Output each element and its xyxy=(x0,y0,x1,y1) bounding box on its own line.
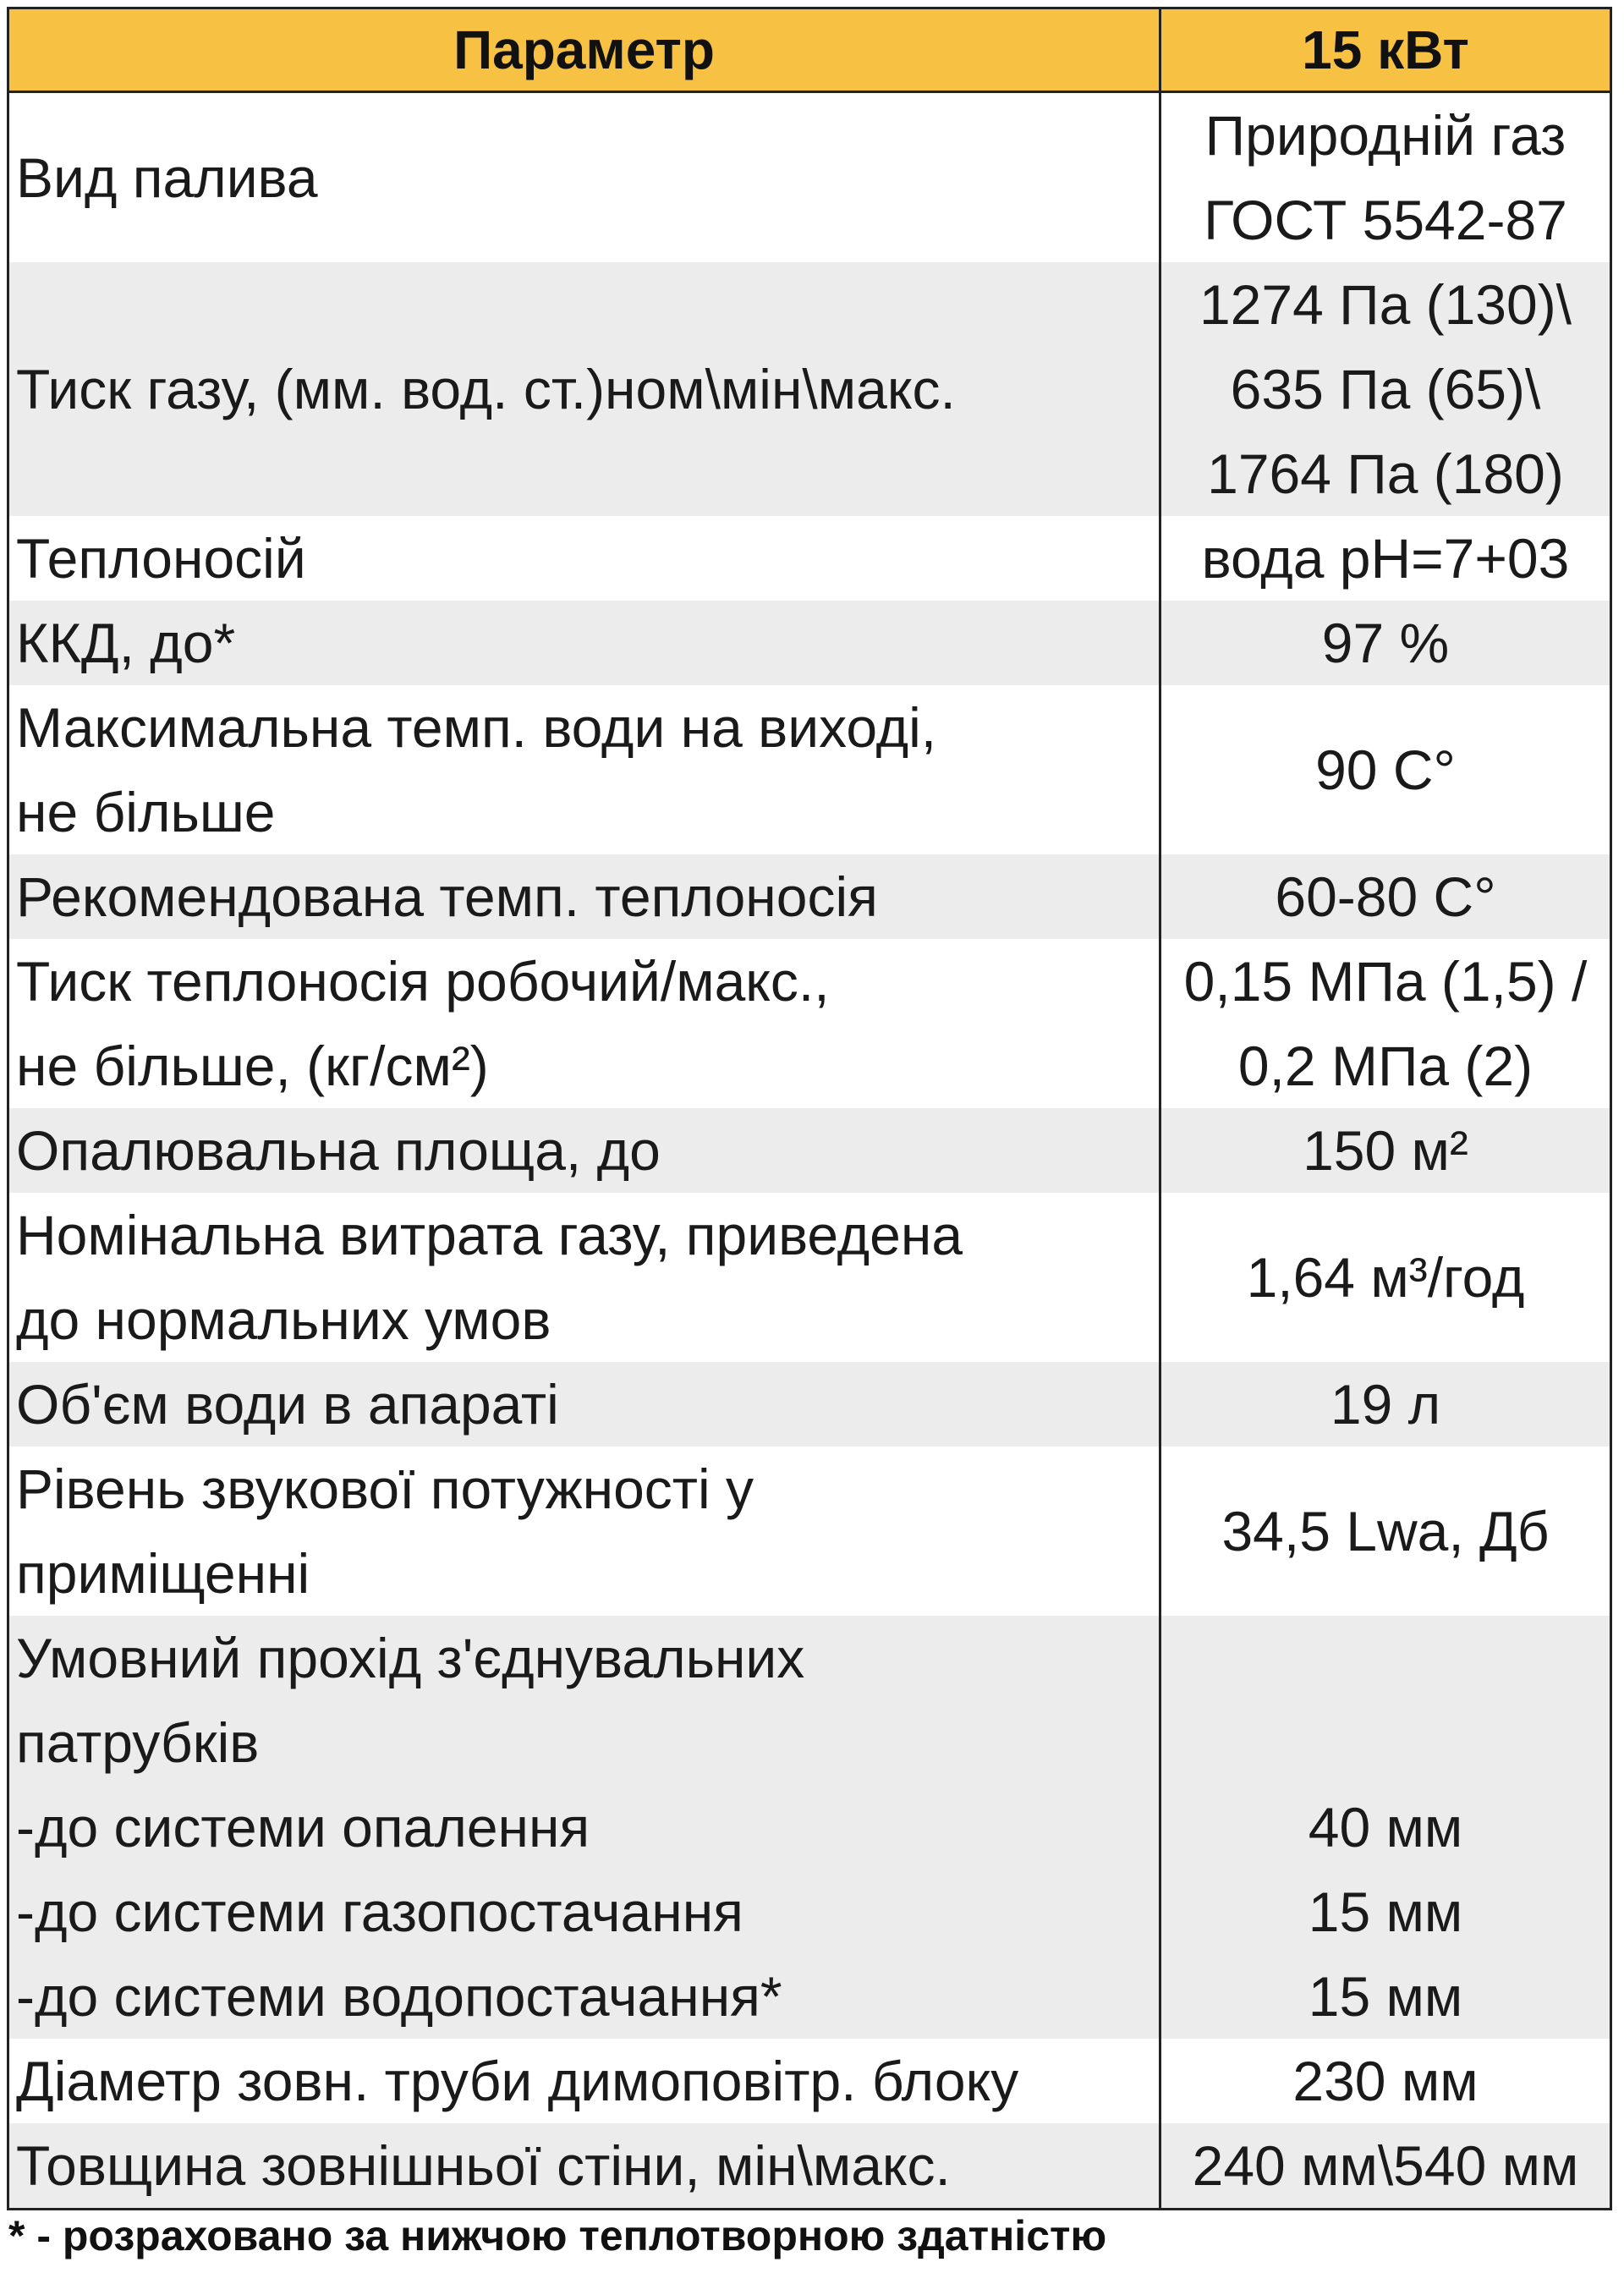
table-row xyxy=(9,601,1610,685)
row-label: -до системи опалення xyxy=(9,1785,1161,1869)
row-value: 34,5 Lwa, Дб xyxy=(1221,1500,1550,1562)
row-label: Опалювальна площа, до xyxy=(9,1108,1161,1193)
row-label: Тиск газу, (мм. вод. ст.)ном\мін\макс. xyxy=(9,262,1161,516)
row-label: Теплоносій xyxy=(9,516,1161,601)
spec-table xyxy=(7,7,1612,2210)
table-row xyxy=(9,2039,1610,2123)
row-value: вода pH=7+03 xyxy=(1201,527,1570,590)
row-value: 240 мм\540 мм xyxy=(1192,2134,1579,2197)
row-label: Об'єм води в апараті xyxy=(9,1362,1161,1447)
row-value: 230 мм xyxy=(1292,2050,1479,2112)
header-value: 15 кВт xyxy=(1302,19,1469,80)
row-value: 150 м² xyxy=(1303,1119,1468,1182)
table-row xyxy=(9,93,1610,262)
row-value xyxy=(1161,1616,1610,1785)
table-row xyxy=(9,939,1610,1108)
table-row xyxy=(9,1362,1610,1447)
row-value: 90 С° xyxy=(1315,738,1456,801)
table-row xyxy=(9,1447,1610,1616)
table-row xyxy=(9,1193,1610,1362)
table-row xyxy=(9,2123,1610,2208)
header-param: Параметр xyxy=(9,9,1161,91)
row-value: 40 мм xyxy=(1308,1796,1463,1858)
row-label: Діаметр зовн. труби димоповітр. блоку xyxy=(9,2039,1161,2123)
row-value: 1274 Па (130)\ 635 Па (65)\ 1764 Па (180) xyxy=(1199,273,1572,505)
table-row xyxy=(9,1108,1610,1193)
row-value: 19 л xyxy=(1330,1373,1441,1436)
row-label: Тиск теплоносія робочий/макс., не більше, (кг/см²) xyxy=(9,939,1161,1108)
footnote: * - розраховано за нижчою теплотворною здатністю xyxy=(8,2212,1107,2259)
row-label: Товщина зовнішньої стіни, мін\макс. xyxy=(9,2123,1161,2208)
row-label: -до системи водопостачання* xyxy=(9,1954,1161,2039)
row-label: Рекомендована темп. теплоносія xyxy=(9,854,1161,939)
row-value: 0,15 МПа (1,5) / 0,2 МПа (2) xyxy=(1183,950,1588,1097)
row-label: ККД, до* xyxy=(9,601,1161,685)
table-row xyxy=(9,1869,1610,1954)
table-row xyxy=(9,1785,1610,1869)
row-label: Умовний прохід з'єднувальних патрубків xyxy=(9,1616,1161,1785)
row-label: Максимальна темп. води на виході, не більше xyxy=(9,685,1161,854)
row-label: -до системи газопостачання xyxy=(9,1869,1161,1954)
row-value: Природній газ ГОСТ 5542-87 xyxy=(1204,104,1567,251)
row-label: Вид палива xyxy=(9,93,1161,262)
row-label: Рівень звукової потужності у приміщенні xyxy=(9,1447,1161,1616)
row-value: 15 мм xyxy=(1308,1880,1463,1943)
table-row xyxy=(9,262,1610,516)
connections-title-row xyxy=(9,1616,1610,1785)
table-row xyxy=(9,685,1610,854)
table-row xyxy=(9,1954,1610,2039)
table-row xyxy=(9,854,1610,939)
row-value: 97 % xyxy=(1321,612,1450,674)
row-value: 1,64 м³/год xyxy=(1246,1246,1525,1309)
table-row xyxy=(9,516,1610,601)
row-value: 15 мм xyxy=(1308,1965,1463,2028)
row-value: 60-80 С° xyxy=(1275,865,1496,928)
table-header xyxy=(9,9,1610,93)
row-label: Номінальна витрата газу, приведена до нормальних умов xyxy=(9,1193,1161,1362)
